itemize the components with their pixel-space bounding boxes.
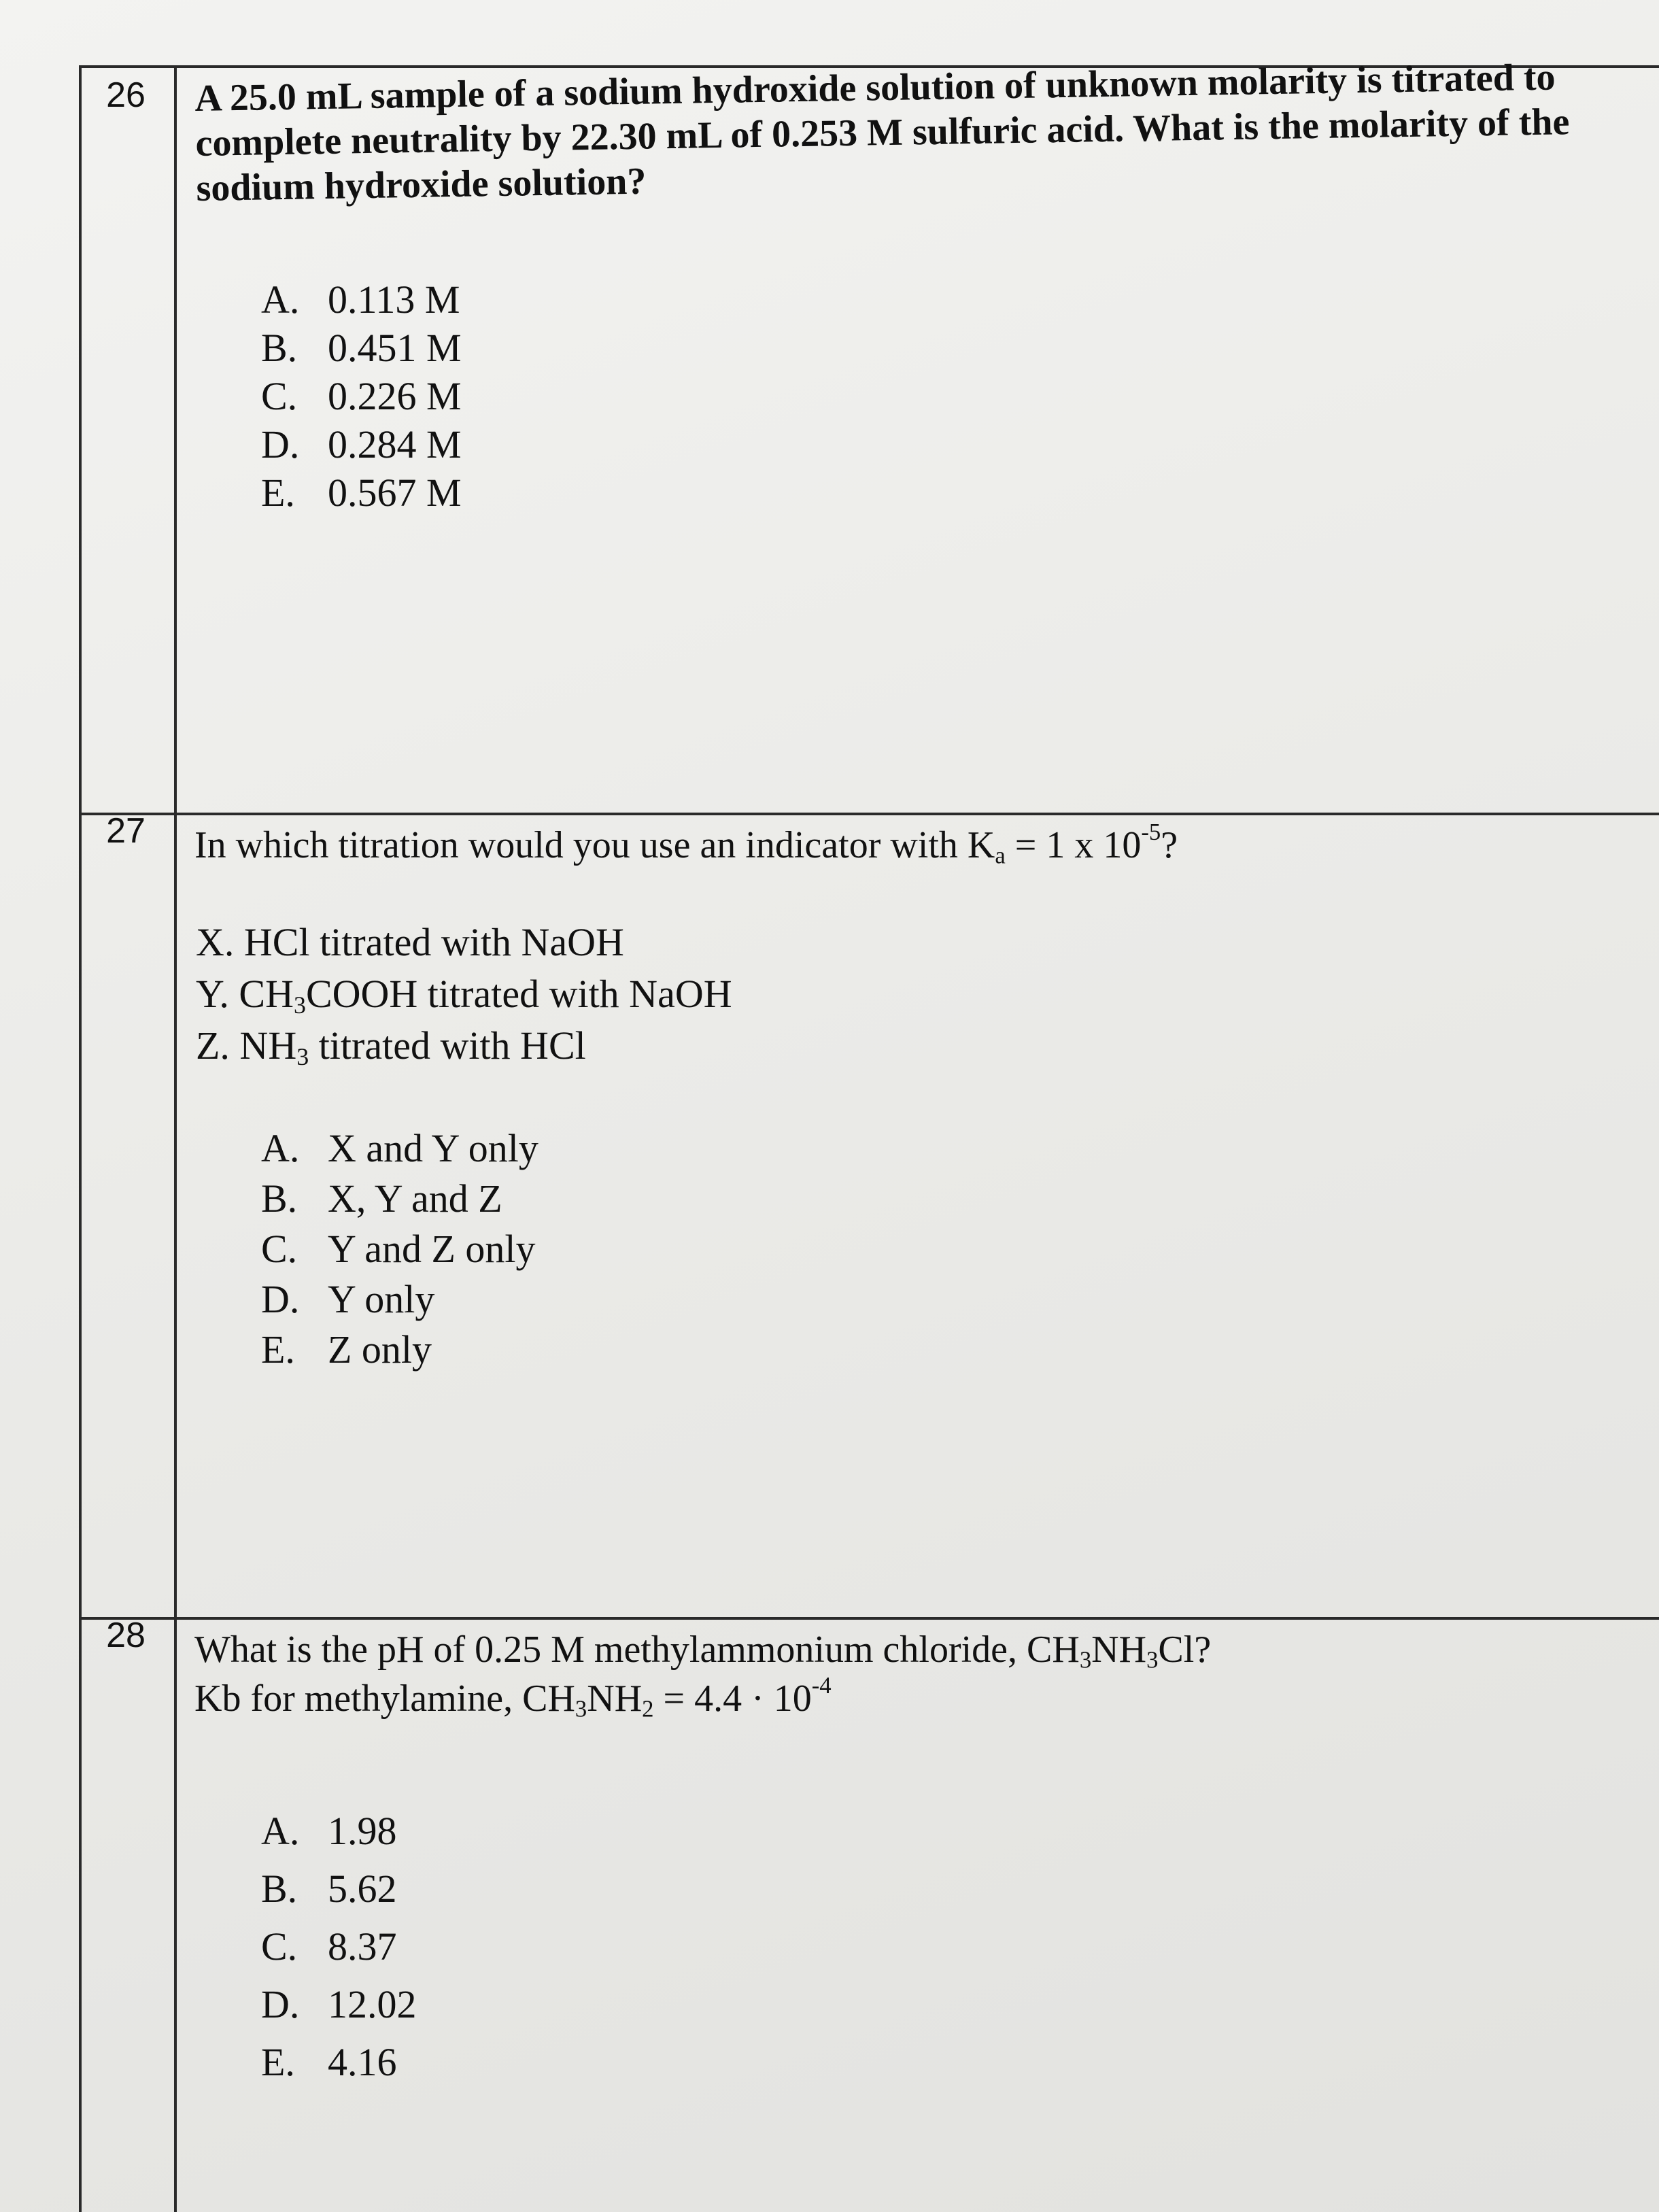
question-number-28: 28 [106, 1616, 146, 1655]
choice-27-c[interactable]: C. Y and Z only [261, 1227, 536, 1271]
question-26-stem-line-2: complete neutrality by 22.30 mL of 0.253 M sulfuric acid. What is the molarity of the [195, 101, 1570, 165]
choice-27-b[interactable]: B. X, Y and Z [261, 1176, 502, 1221]
row-divider-28 [79, 1617, 1659, 1620]
choice-28-c[interactable]: C. 8.37 [261, 1924, 397, 1969]
question-27-choices [261, 1123, 538, 1375]
question-28-stem [194, 1625, 1609, 1723]
question-26-stem [194, 54, 1611, 211]
choice-27-a[interactable]: A. X and Y only [261, 1126, 538, 1170]
question-28-line-2: Kb for methylamine, $CH_3NH_2 = 4.4 \cdot 10^{-4}$ [194, 1671, 832, 1722]
question-26-choices [261, 275, 462, 517]
question-number-27: 27 [106, 811, 146, 851]
choice-26-b[interactable]: B. 0.451 M [261, 326, 462, 370]
statement-y: Y. $CH_3COOH$ titrated with NaOH [196, 972, 732, 1019]
choice-26-e[interactable]: E. 0.567 M [261, 471, 462, 515]
question-27-statements [196, 917, 732, 1072]
choice-28-b[interactable]: B. 5.62 [261, 1867, 397, 1911]
choice-28-a[interactable]: A. 1.98 [261, 1809, 397, 1853]
question-27-stem: In which titration would you use an indicator with $K_a = 1$ x $10^{-5}$? [194, 818, 1178, 869]
choice-26-c[interactable]: C. 0.226 M [261, 374, 462, 418]
statement-z: Z. $NH_3$ titrated with HCl [196, 1023, 586, 1070]
choice-28-e[interactable]: E. 4.16 [261, 2040, 397, 2084]
question-26-stem-line-1: A 25.0 mL sample of a sodium hydroxide solution of unknown molarity is titrated to [194, 56, 1556, 120]
choice-26-d[interactable]: D. 0.284 M [261, 422, 462, 466]
choice-26-a[interactable]: A. 0.113 M [261, 277, 460, 322]
choice-28-d[interactable]: D. 12.02 [261, 1982, 417, 2026]
statement-x: X. HCl titrated with NaOH [196, 920, 624, 964]
table-number-column-border [174, 65, 177, 2212]
question-number-26: 26 [106, 75, 146, 115]
row-divider-27 [79, 813, 1659, 815]
question-28-line-1: What is the pH of 0.25 M methylammonium chloride, $CH_3NH_3Cl$? [194, 1629, 1212, 1673]
question-26-stem-line-3: sodium hydroxide solution? [196, 160, 647, 209]
choice-27-d[interactable]: D. Y only [261, 1277, 435, 1321]
table-left-border [79, 65, 82, 2212]
question-28-choices [261, 1802, 417, 2091]
choice-27-e[interactable]: E. Z only [261, 1327, 432, 1372]
